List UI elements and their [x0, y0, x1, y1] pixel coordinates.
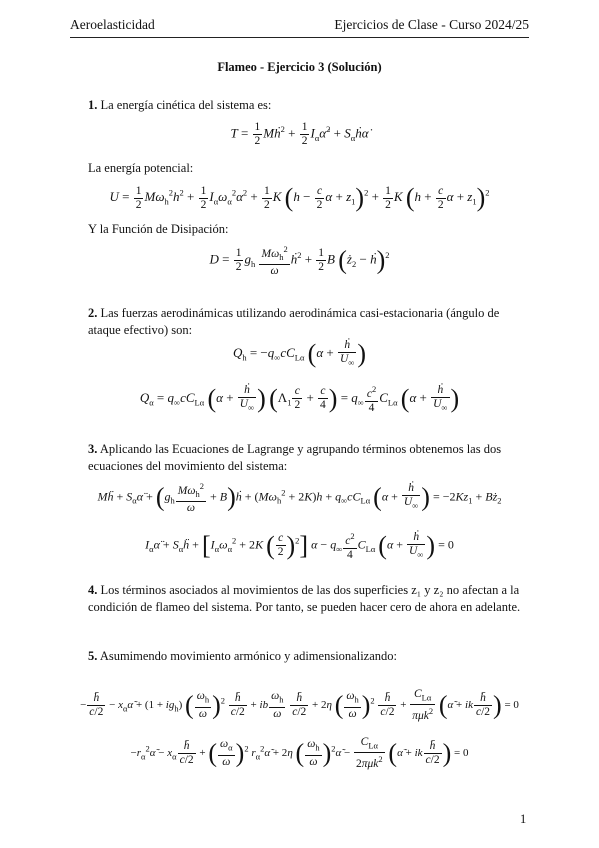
section-2-number: 2. — [88, 306, 98, 320]
section-4-number: 4. — [88, 583, 98, 597]
section-5-text: Asumimendo movimiento armónico y adimensionalizando: — [99, 649, 397, 663]
nondimensional-equation-2: $-r_\alpha^2\alphã - x_\alpha$ $\frac{h̄}{c/2}$ + ( $\frac{\omega_\alpha}{\omega}$ )$^2$ $r_\alpha^2\alphã + 2\eta$ ( $\frac{\omega_h}{\omega}$ )$^2$α̃ − $\frac{C_{L\alpha}}{2\pi\mu k^2}$ (α̃ + ik $\frac{h̄}{c/2}$ ) = 0 — [130, 736, 469, 771]
section-4-text: Los términos asociados al movimientos de las dos superficies z₁ y z₂ no afectan a la condición de flameo del sistema. Por tanto, se pueden hacer cero de ahora en adelante. — [88, 583, 521, 614]
header-divider — [70, 37, 529, 38]
section-1-number: 1. — [88, 98, 98, 112]
section-3-intro — [88, 441, 528, 475]
exercise-title: Flameo - Ejercicio 3 (Solución) — [217, 60, 382, 74]
equation-of-motion-2: $I_\alpha\alphä$ + $S_\alpha ḧ + [I_\alpha\omega_\alpha^2 + 2K$ ( $\frac{c}{2}$ )$^2$] $\alpha - q_\infty$ $\frac{c^2}{4}$ $C_{L\alpha}$ (α + $\frac{\text{ḣ}}{U_\infty}$ ) = 0 — [145, 530, 454, 561]
lift-force-equation: $Q_h = -q_\infty cC_{L\alpha}$ (α + $\frac{\text{ḣ}}{U_\infty}$ ) — [232, 339, 367, 369]
page-number: 1 — [520, 812, 527, 826]
course-subtitle: Ejercicios de Clase - Curso 2024/25 — [334, 17, 529, 32]
section-2-text: Las fuerzas aerodinámicas utilizando aerodinámica casi-estacionaria (ángulo de ataque efectivo) son: — [88, 306, 500, 337]
section-5-number: 5. — [88, 649, 98, 663]
kinetic-energy-equation: T = $\frac{1}{2}$ Mḣ$^2$ + $\frac{1}{2}$ $I_\alpha\alphȧ^2$ + $S_\alpha ḣ\alphȧ$ — [230, 121, 369, 147]
section-3-text: Aplicando las Ecuaciones de Lagrange y agrupando términos obtenemos las dos ecuaciones del movimiento del sistema: — [88, 442, 502, 473]
section-4-paragraph — [88, 582, 528, 616]
section-1-potential-label: La energía potencial: — [88, 161, 194, 175]
section-2-intro — [88, 305, 528, 339]
course-title: Aeroelasticidad — [70, 17, 155, 32]
nondimensional-equation-1: − $\frac{h̄}{c/2}$ − $x_\alpha\alphã + (1 + ig_h)$ ( $\frac{\omega_h}{\omega}$ )$^2$ $\frac{h̄}{c/2}$ + ib $\frac{\omega_h}{\omega}$ $\frac{h̄}{c/2}$ + 2η ( $\frac{\omega_h}{\omega}$ )$^2$ $\frac{h̄}{c/2}$ + $\frac{C_{L\alpha}}{\pi\mu k^2}$ (α̃ + ik $\frac{h̄}{c/2}$ ) = 0 — [80, 688, 519, 723]
potential-energy-equation: U = $\frac{1}{2}$ $M\omega_h^2h^2$ + $\frac{1}{2}$ $I_\alpha\omega_\alpha^2\alpha^2$ + $\frac{1}{2}$ K (h − $\frac{c}{2}$ $\alpha + z_1)^2$ + $\frac{1}{2}$ K (h + $\frac{c}{2}$ $\alpha + z_1)^2$ — [109, 183, 490, 212]
section-5-intro — [88, 648, 528, 665]
dissipation-function-equation: D = $\frac{1}{2}$ $g_h$ $\frac{M\omega_h^2}{\omega}$ ḣ$^2$ + $\frac{1}{2}$ B ($ż_2$ − ḣ)$^2$ — [209, 244, 390, 278]
section-3-number: 3. — [88, 442, 98, 456]
section-1-dissipation-label: Y la Función de Disipación: — [88, 222, 229, 236]
equation-of-motion-1: Mḧ + $S_\alpha\alphä + (g_h$ $\frac{M\omega_h^2}{\omega}$ + B)ḣ + $(M\omega_h^2 + 2K)h + q_\infty cC_{L\alpha}$ (α + $\frac{\text{ḣ}}{U_\infty}$ ) = $-2Kz_1$ + $Bż_2$ — [97, 481, 502, 515]
section-1-text: La energía cinética del sistema es: — [100, 98, 272, 112]
section-1-intro — [88, 97, 528, 114]
page-header — [70, 17, 529, 33]
moment-force-equation: $Q_\alpha = q_\infty cC_{L\alpha}$ (α + $\frac{\text{ḣ}}{U_\infty}$ ) ($\Lambda_1$ $\frac{c}{2}$ + $\frac{c}{4}$ ) = $q_\infty$ $\frac{c^2}{4}$ $C_{L\alpha}$ (α + $\frac{\text{ḣ}}{U_\infty}$ ) — [139, 383, 460, 414]
